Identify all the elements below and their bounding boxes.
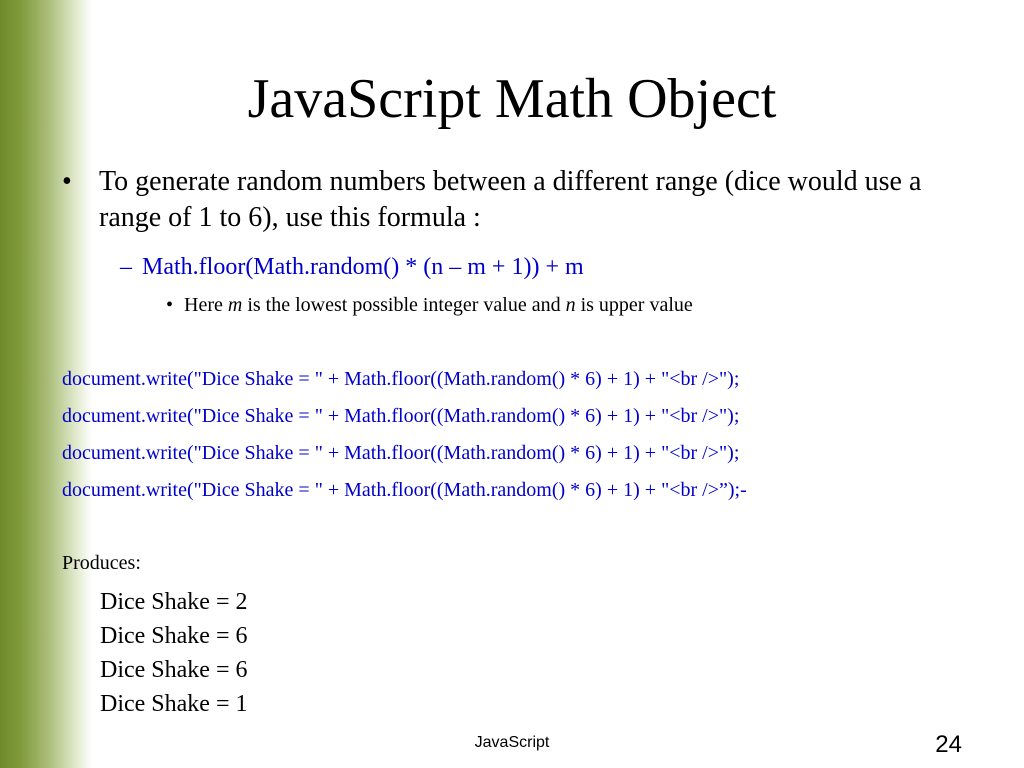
bullet-item [62,164,962,236]
variable-m: m [227,294,243,316]
output-line: Dice Shake = 2 [100,589,248,615]
output-block [100,585,248,721]
code-line: document.write("Dice Shake = " + Math.floor((Math.random() * 6) + 1) + "<br />"); [62,368,740,390]
explanation-middle: is the lowest possible integer value and [242,294,566,316]
formula-bullet [120,252,584,282]
code-line: document.write("Dice Shake = " + Math.floor((Math.random() * 6) + 1) + "<br />"); [62,442,740,464]
bullet-text: To generate random numbers between a different range (dice would use a range of 1 to 6), use this formula : [99,166,922,233]
output-line: Dice Shake = 6 [100,623,248,649]
output-line: Dice Shake = 1 [100,691,248,717]
bullet-icon: • [166,294,174,316]
code-line: document.write("Dice Shake = " + Math.floor((Math.random() * 6) + 1) + "<br />"); [62,405,740,427]
code-line: document.write("Dice Shake = " + Math.floor((Math.random() * 6) + 1) + "<br />”);- [62,479,747,501]
slide-footer: JavaScript [474,734,550,751]
explanation-suffix: is upper value [575,294,693,316]
produces-label: Produces: [62,552,141,574]
variable-n: n [565,294,576,316]
slide-title: JavaScript Math Object [247,68,777,130]
dash-icon: – [120,254,132,280]
explanation-bullet [166,291,693,319]
page-number: 24 [935,731,962,758]
bullet-icon: • [62,166,72,197]
explanation-prefix: Here [184,294,228,316]
code-block [62,362,747,510]
formula-text: Math.floor(Math.random() * (n – m + 1)) + m [142,254,584,280]
output-line: Dice Shake = 6 [100,657,248,683]
